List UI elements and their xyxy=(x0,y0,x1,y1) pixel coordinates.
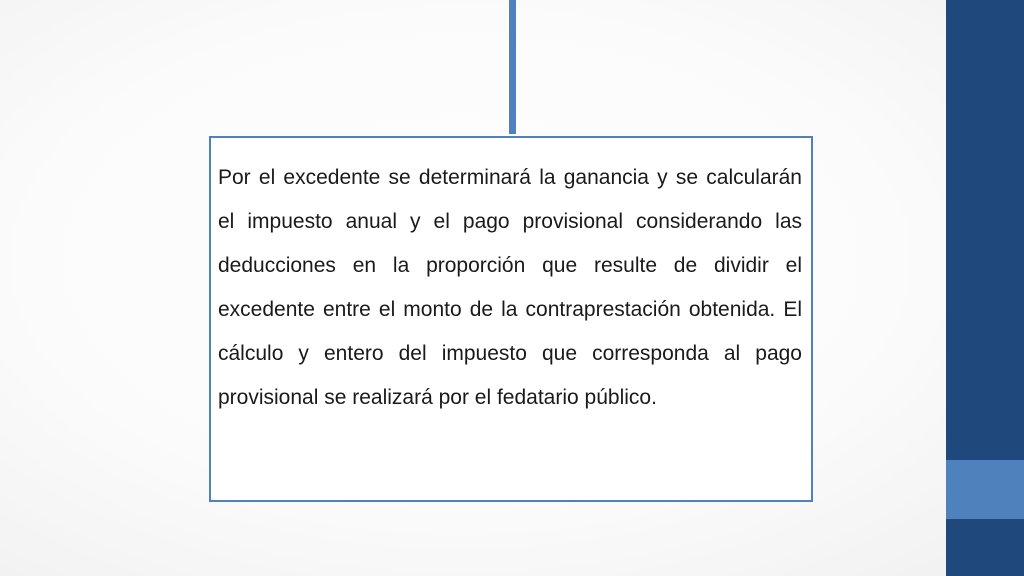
connector-line xyxy=(509,0,516,134)
content-box xyxy=(209,136,813,502)
side-decor-accent xyxy=(946,460,1024,519)
body-paragraph: Por el excedente se determinará la ganancia y se calcularán el impuesto anual y el pago provisional considerando las deducciones en la proporción que resulte de dividir el excedente entre el monto de la contraprestación obtenida. El cálculo y entero del impuesto que corresponda al pago provisional se realizará por el fedatario público. xyxy=(218,166,802,409)
